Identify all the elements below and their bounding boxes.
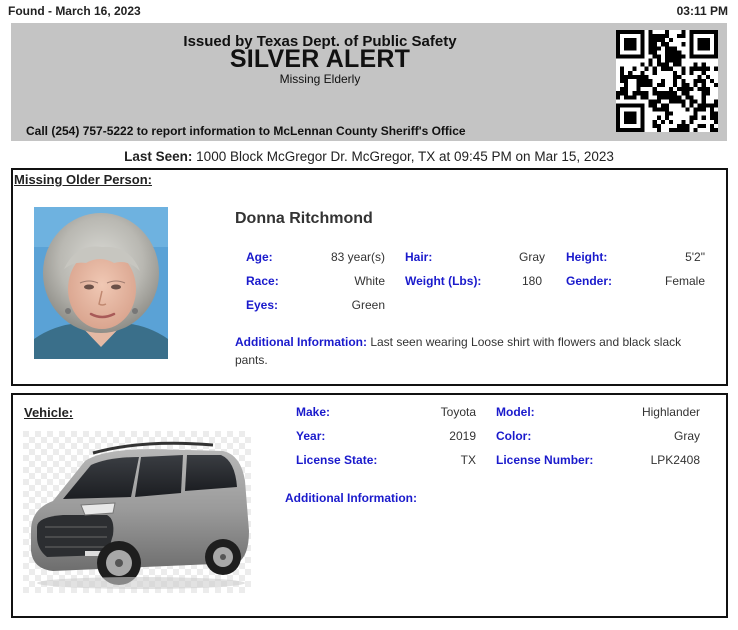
age-label: Age: [246, 250, 273, 264]
person-name: Donna Ritchmond [235, 210, 373, 227]
make-value: Toyota [440, 405, 476, 419]
last-seen-label: Last Seen: [124, 149, 193, 164]
vehicle-section-title: Vehicle: [24, 405, 74, 420]
person-photo [34, 207, 168, 359]
year-label: Year: [296, 429, 326, 443]
person-additional-text: Last seen wearing Loose shirt with flowers and black slack pants. [235, 335, 682, 367]
license-number-value: LPK2408 [650, 453, 700, 467]
call-line: Call (254) 757-5222 to report information to McLennan County Sheriff's Office [26, 124, 466, 138]
alert-subtype: Missing Elderly [279, 72, 361, 86]
gender-label: Gender: [566, 274, 613, 288]
top-bar [0, 0, 738, 22]
weight-label: Weight (Lbs): [405, 274, 482, 288]
year-value: 2019 [449, 429, 476, 443]
alert-time: 03:11 PM [676, 4, 728, 18]
make-label: Make: [296, 405, 331, 419]
hair-value: Gray [518, 250, 545, 264]
race-label: Race: [246, 274, 279, 288]
last-seen [0, 149, 738, 164]
height-value: 5'2" [685, 250, 705, 264]
missing-person-panel [11, 168, 728, 386]
race-value: White [354, 274, 385, 288]
color-label: Color: [496, 429, 532, 443]
gender-value: Female [664, 274, 705, 288]
age-value: 83 year(s) [330, 250, 385, 264]
license-number-label: License Number: [496, 453, 594, 467]
issuer: Issued by Texas Dept. of Public Safety [183, 33, 457, 50]
vehicle-photo [23, 431, 251, 593]
weight-value: 180 [521, 274, 542, 288]
height-label: Height: [566, 250, 608, 264]
vehicle-panel [11, 393, 728, 618]
last-seen-text: 1000 Block McGregor Dr. McGregor, TX at 09:45 PM on Mar 15, 2023 [196, 149, 614, 164]
color-value: Gray [673, 429, 700, 443]
qr-code-icon[interactable] [616, 30, 718, 132]
hair-label: Hair: [405, 250, 433, 264]
license-state-label: License State: [296, 453, 378, 467]
alert-status: Found - March 16, 2023 [8, 4, 141, 18]
model-label: Model: [496, 405, 535, 419]
license-state-value: TX [460, 453, 476, 467]
person-additional-label: Additional Information: [235, 335, 367, 349]
model-value: Highlander [641, 405, 700, 419]
eyes-label: Eyes: [246, 298, 279, 312]
person-section-title: Missing Older Person: [14, 172, 152, 187]
vehicle-additional-label: Additional Information: [285, 491, 417, 505]
alert-type-title: SILVER ALERT [229, 45, 411, 73]
eyes-value: Green [351, 298, 385, 312]
alert-banner [11, 23, 727, 141]
person-additional-info [235, 333, 705, 369]
